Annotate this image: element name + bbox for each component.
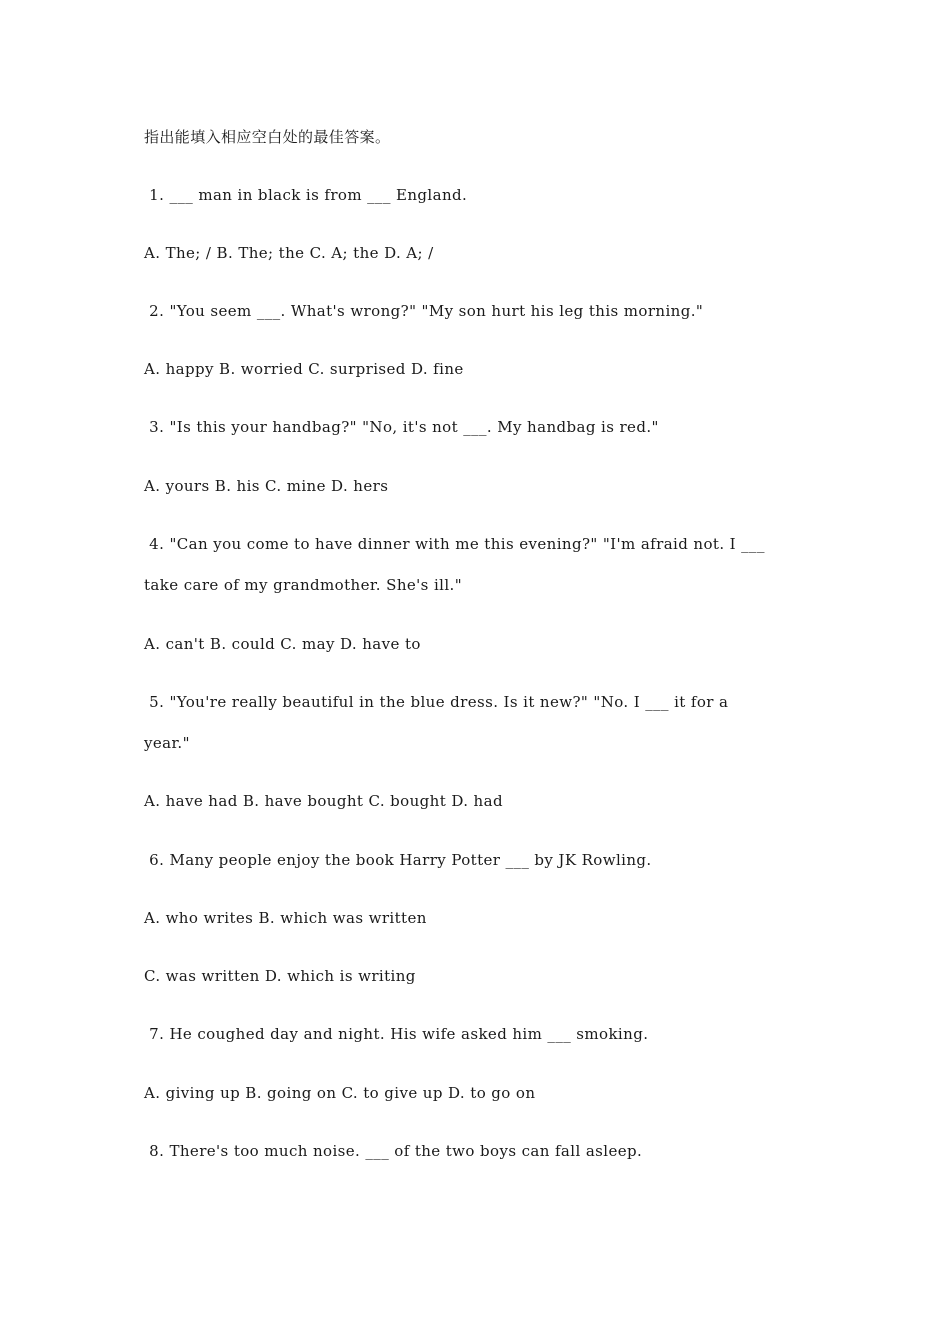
question-4-line-2: take care of my grandmother. She's ill." xyxy=(144,576,462,594)
question-8: 8. There's too much noise. ___ of the two boys can fall asleep. xyxy=(144,1142,643,1160)
question-3: 3. "Is this your handbag?" "No, it's not ___. My handbag is red." xyxy=(144,418,659,436)
question-4-line-1: 4. "Can you come to have dinner with me this evening?" "I'm afraid not. I ___ xyxy=(144,535,765,553)
options-6-line-2: C. was written D. which is writing xyxy=(144,967,416,985)
instruction-text: 指出能填入相应空白处的最佳答案。 xyxy=(144,128,391,146)
options-4: A. can't B. could C. may D. have to xyxy=(144,635,421,653)
question-2: 2. "You seem ___. What's wrong?" "My son hurt his leg this morning." xyxy=(144,302,704,320)
options-2: A. happy B. worried C. surprised D. fine xyxy=(144,360,464,378)
options-5: A. have had B. have bought C. bought D. had xyxy=(144,792,503,810)
question-7: 7. He coughed day and night. His wife asked him ___ smoking. xyxy=(144,1025,649,1043)
question-1: 1. ___ man in black is from ___ England. xyxy=(144,186,468,204)
question-5-line-2: year." xyxy=(144,734,190,752)
question-5-line-1: 5. "You're really beautiful in the blue dress. Is it new?" "No. I ___ it for a xyxy=(144,693,729,711)
options-6-line-1: A. who writes B. which was written xyxy=(144,909,427,927)
question-6: 6. Many people enjoy the book Harry Potter ___ by JK Rowling. xyxy=(144,851,652,869)
options-1: A. The; / B. The; the C. A; the D. A; / xyxy=(144,244,434,262)
options-3: A. yours B. his C. mine D. hers xyxy=(144,477,389,495)
options-7: A. giving up B. going on C. to give up D. to go on xyxy=(144,1084,536,1102)
